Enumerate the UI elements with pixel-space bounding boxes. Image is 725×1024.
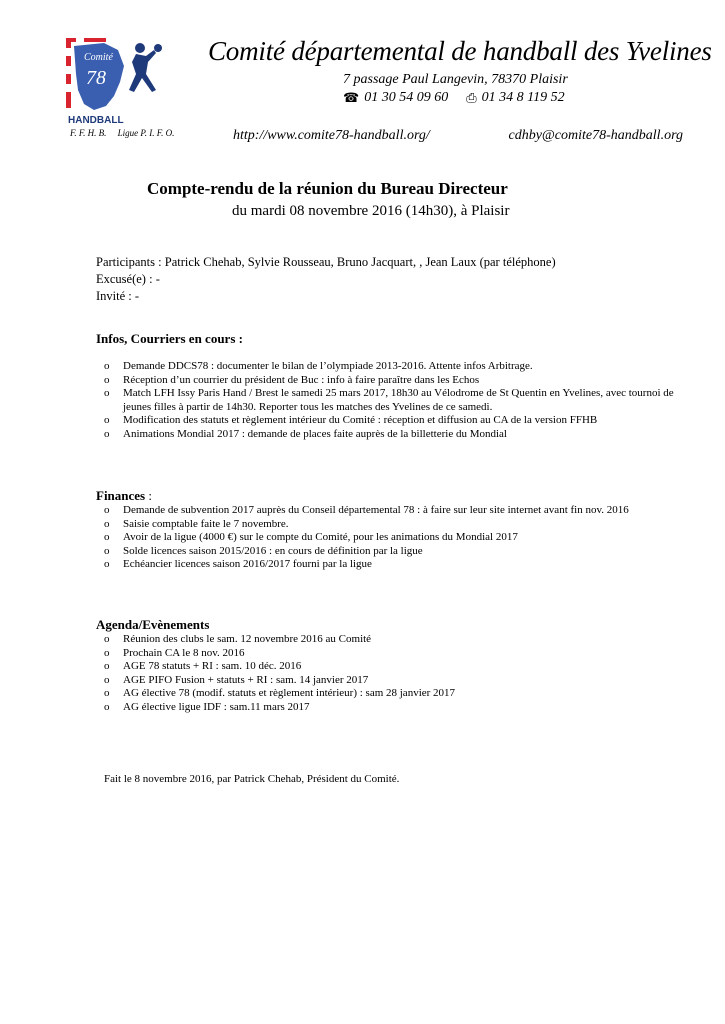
excused-line: Excusé(e) : - (96, 272, 160, 286)
bullet-icon: o (104, 414, 110, 426)
bullet-icon: o (104, 360, 110, 372)
list-item: o AG élective 78 (modif. statuts et règlement intérieur) : sam 28 janvier 2017 (104, 687, 456, 699)
finances-heading-label: Finances (96, 488, 146, 503)
bullet-icon: o (104, 646, 110, 659)
phone-number: 01 30 54 09 60 (364, 90, 449, 105)
fax-icon: ⎙ (466, 90, 477, 105)
org-title: Comité départemental de handball des Yvelines (208, 36, 712, 66)
infos-heading: Infos, Courriers en cours : (96, 331, 243, 346)
federation-left: F. F. H. B. (70, 128, 107, 138)
list-item: o Réunion des clubs le sam. 12 novembre 2016 au Comité (104, 633, 372, 645)
list-item: o Demande DDCS78 : documenter le bilan de l’olympiade 2013-2016. Attente infos Arbitrage. (104, 360, 533, 372)
invited-line: Invité : - (96, 289, 140, 303)
committee-logo (66, 38, 166, 126)
org-phones (343, 90, 565, 106)
bullet-icon: o (104, 700, 110, 713)
federation-line (70, 128, 174, 138)
logo-number: 78 (86, 67, 106, 89)
email-link[interactable]: cdhby@comite78-handball.org (508, 128, 683, 143)
attendance-block (96, 254, 556, 305)
federation-right: Ligue P. I. F. O. (117, 128, 175, 138)
infos-list (104, 360, 674, 441)
list-item: o AGE 78 statuts + RI : sam. 10 déc. 2016 (104, 660, 302, 672)
finances-list (104, 504, 664, 572)
list-item: o Animations Mondial 2017 : demande de places faite auprès de la billetterie du Mondial (104, 427, 507, 440)
document-subtitle: du mardi 08 novembre 2016 (14h30), à Plaisir (232, 203, 510, 219)
bullet-icon: o (104, 531, 110, 543)
list-item: o Modification des statuts et règlement intérieur du Comité : réception et diffusion au CA de la version FFHB (104, 414, 598, 426)
list-item: o Avoir de la ligue (4000 €) sur le compte du Comité, pour les animations du Mondial 2017 (104, 531, 518, 543)
phone-icon: ☎ (343, 90, 360, 105)
bullet-icon: o (104, 558, 110, 570)
bullet-icon: o (104, 504, 110, 516)
logo-label: HANDBALL (68, 115, 124, 126)
list-item: o AGE PIFO Fusion + statuts + RI : sam. 14 janvier 2017 (104, 673, 369, 686)
list-item: o Solde licences saison 2015/2016 : en cours de définition par la ligue (104, 544, 423, 557)
finances-heading (96, 488, 152, 504)
bullet-icon: o (104, 660, 110, 672)
list-item: o Saisie comptable faite le 7 novembre. (104, 517, 289, 530)
org-links (233, 128, 683, 144)
logo-emblem-icon (66, 38, 166, 126)
bullet-icon: o (104, 427, 110, 440)
list-item: o Match LFH Issy Paris Hand / Brest le samedi 25 mars 2017, 18h30 au Vélodrome de St Quentin en Yvelines, avec tournoi de jeunes filles à partir de 14h30. Reporter tous les matches des Yvelines de ce samedi. (104, 387, 674, 413)
bullet-icon: o (104, 517, 110, 530)
fax-number: 01 34 8 119 52 (481, 90, 565, 105)
bullet-icon: o (104, 687, 110, 699)
agenda-heading: Agenda/Evènements (96, 617, 210, 632)
document-title: Compte-rendu de la réunion du Bureau Directeur (147, 179, 508, 198)
list-item: o Réception d’un courrier du président de Buc : info à faire paraître dans les Echos (104, 373, 480, 386)
logo-text-top: Comité (84, 52, 113, 63)
closing-signature: Fait le 8 novembre 2016, par Patrick Chehab, Président du Comité. (104, 773, 400, 785)
list-item: o AG élective ligue IDF : sam.11 mars 2017 (104, 700, 310, 713)
finances-heading-suffix: : (145, 488, 152, 503)
bullet-icon: o (104, 387, 110, 399)
list-item: o Prochain CA le 8 nov. 2016 (104, 646, 245, 659)
list-item: o Demande de subvention 2017 auprès du Conseil départemental 78 : à faire sur leur site internet avant fin nov. 2016 (104, 504, 629, 516)
agenda-list (104, 633, 664, 714)
bullet-icon: o (104, 544, 110, 557)
bullet-icon: o (104, 673, 110, 686)
list-item: o Echéancier licences saison 2016/2017 fourni par la ligue (104, 558, 372, 570)
website-link[interactable]: http://www.comite78-handball.org/ (233, 128, 430, 143)
bullet-icon: o (104, 373, 110, 386)
participants-line: Participants : Patrick Chehab, Sylvie Rousseau, Bruno Jacquart, , Jean Laux (par téléphone) (96, 255, 556, 269)
org-address: 7 passage Paul Langevin, 78370 Plaisir (343, 72, 568, 87)
bullet-icon: o (104, 633, 110, 645)
